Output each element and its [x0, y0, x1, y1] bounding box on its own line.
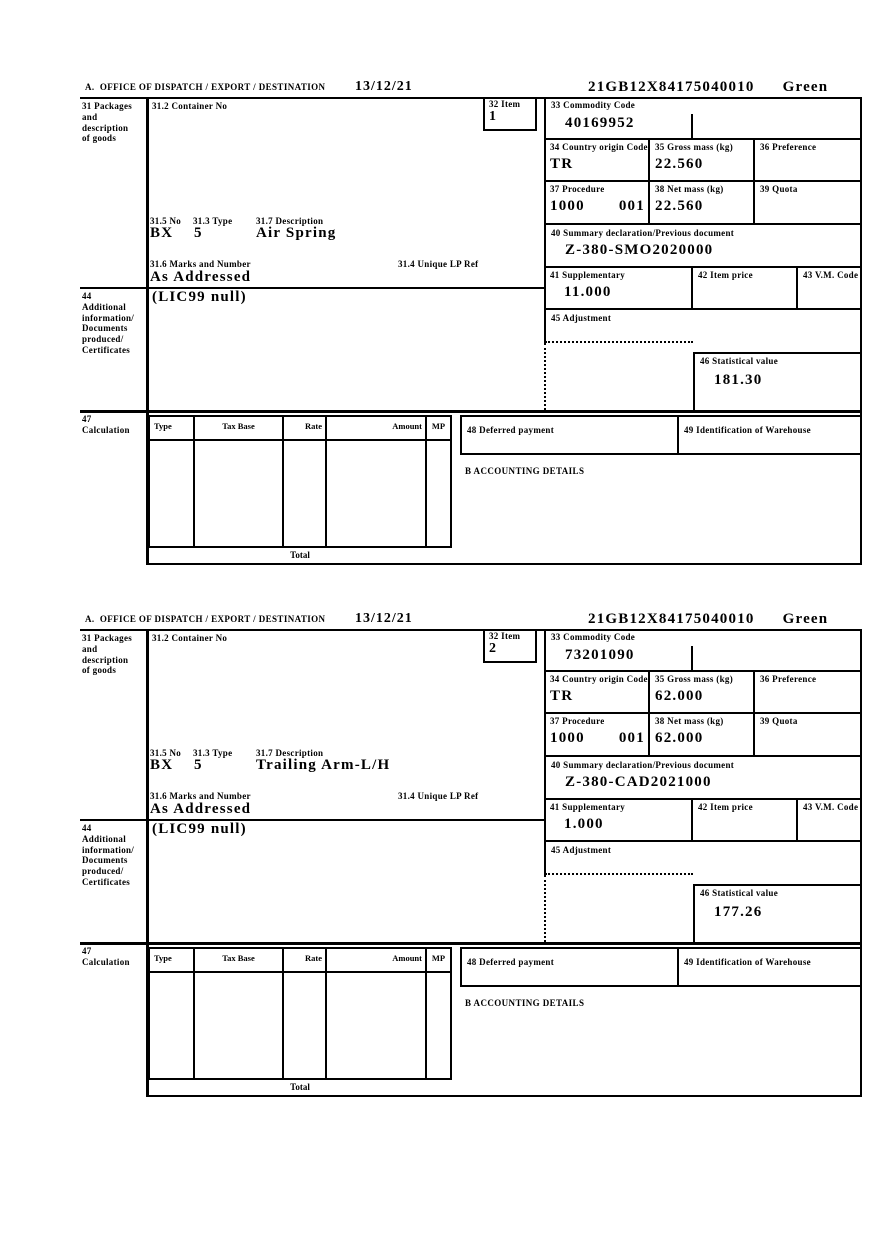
additional-information-value: (LIC99 null): [152, 821, 247, 837]
total-label: Total: [290, 550, 310, 560]
row-41-42-43: [545, 268, 860, 310]
box31-6-label: 31.6 Marks and Number: [150, 259, 251, 269]
procedure-value: [550, 731, 648, 747]
box42-label: 42 Item price: [698, 270, 753, 280]
box31-4-label: 31.4 Unique LP Ref: [398, 791, 479, 801]
box49-label: 49 Identification of Warehouse: [684, 957, 811, 967]
box42-item-price: [693, 800, 798, 840]
row-34-35-36: [545, 672, 860, 714]
cell-amount: [327, 973, 427, 1078]
commodity-code-value: 73201090: [565, 646, 635, 663]
box31-3-label: 31.3 Type: [193, 216, 233, 226]
box41-supplementary: [545, 800, 693, 840]
box42-label: 42 Item price: [698, 802, 753, 812]
box33-label: 33 Commodity Code: [551, 100, 636, 110]
cell-type: [150, 441, 195, 546]
row-48-49: [460, 947, 860, 987]
box44-label: 44 Additional information/ Documents produced/ Certificates: [82, 291, 135, 355]
row-37-38-39: [545, 714, 860, 757]
total-row: [148, 1080, 860, 1097]
procedure-code: 1000: [550, 729, 585, 746]
right-column: [545, 629, 860, 942]
box48-label: 48 Deferred payment: [467, 957, 555, 967]
cell-taxbase: [195, 973, 284, 1078]
box34-label: 34 Country origin Code: [550, 674, 648, 684]
office-of-dispatch-label: A. OFFICE OF DISPATCH / EXPORT / DESTINATION: [85, 614, 326, 624]
box47-label: 47 Calculation: [82, 414, 130, 435]
item-number-value: 2: [489, 640, 498, 656]
cell-mp: [427, 973, 450, 1078]
col-amount-header: Amount: [327, 417, 427, 439]
item-number-value: 1: [489, 108, 498, 124]
calc-table-body: [150, 973, 450, 1078]
box31-box44-divider: [80, 819, 545, 821]
right-border: [860, 97, 862, 565]
box47-calculation-table: [148, 415, 452, 548]
col-mp-header: MP: [431, 421, 446, 431]
cell-amount: [327, 441, 427, 546]
total-label: Total: [290, 1082, 310, 1092]
packages-no-value: BX: [150, 225, 174, 241]
box40-previous-document: [545, 757, 860, 800]
item-1-section: [80, 78, 864, 565]
net-mass-value: 22.560: [655, 197, 704, 214]
col-rate-header: Rate: [284, 949, 327, 971]
accounting-details-label: B ACCOUNTING DETAILS: [465, 998, 585, 1008]
box41-label: 41 Supplementary: [550, 270, 626, 280]
right-column: [545, 97, 860, 410]
box48-deferred-payment: [462, 949, 679, 985]
col-mp-header: MP: [431, 953, 446, 963]
box39-label: 39 Quota: [760, 184, 798, 194]
routing-indicator: Green: [782, 79, 829, 95]
box36-label: 36 Preference: [760, 674, 817, 684]
box37-procedure: [545, 714, 650, 755]
net-mass-value: 62.000: [655, 729, 704, 746]
calc-table-header: [150, 949, 450, 973]
box45-adjustment: [545, 310, 860, 343]
commodity-code-value: 40169952: [565, 114, 635, 131]
box46-statistical-value: [693, 352, 860, 410]
country-origin-value: TR: [550, 155, 574, 172]
supplementary-value: 11.000: [564, 283, 612, 300]
marks-value: As Addressed: [150, 801, 252, 817]
entry-number-value: 21GB12X84175040010: [588, 611, 755, 627]
box36-preference: [755, 672, 860, 712]
box36-label: 36 Preference: [760, 142, 817, 152]
office-of-dispatch-label: A. OFFICE OF DISPATCH / EXPORT / DESTINATION: [85, 82, 326, 92]
box31-6-label: 31.6 Marks and Number: [150, 791, 251, 801]
box39-quota: [755, 714, 860, 755]
box33-commodity-code: [545, 97, 860, 140]
box38-net-mass: [650, 714, 755, 755]
packages-no-value: BX: [150, 757, 174, 773]
box35-gross-mass: [650, 672, 755, 712]
box33-commodity-code: [545, 629, 860, 672]
box47-label: 47 Calculation: [82, 946, 130, 967]
box40-label: 40 Summary declaration/Previous document: [551, 228, 735, 238]
procedure-code: 1000: [550, 197, 585, 214]
box43-label: 43 V.M. Code: [803, 270, 859, 280]
box32-item: [483, 97, 537, 131]
box31-5-label: 31.5 No: [150, 216, 182, 226]
box44-label: 44 Additional information/ Documents produced/ Certificates: [82, 823, 135, 887]
box41-supplementary: [545, 268, 693, 308]
box43-vm-code: [798, 268, 860, 308]
calc-table-header: [150, 417, 450, 441]
box48-deferred-payment: [462, 417, 679, 453]
box31-2-label: 31.2 Container No: [152, 101, 228, 111]
box38-net-mass: [650, 182, 755, 223]
box32-item: [483, 629, 537, 663]
date-value: 13/12/21: [355, 79, 413, 94]
box39-quota: [755, 182, 860, 223]
additional-information-value: (LIC99 null): [152, 289, 247, 305]
box40-previous-document: [545, 225, 860, 268]
col-amount-header: Amount: [327, 949, 427, 971]
box31-7-label: 31.7 Description: [256, 748, 324, 758]
box31-4-label: 31.4 Unique LP Ref: [398, 259, 479, 269]
country-origin-value: TR: [550, 687, 574, 704]
commodity-code-separator: [691, 114, 693, 138]
row-34-35-36: [545, 140, 860, 182]
box45-label: 45 Adjustment: [551, 845, 612, 855]
box31-5-label: 31.5 No: [150, 748, 182, 758]
marks-value: As Addressed: [150, 269, 252, 285]
box43-vm-code: [798, 800, 860, 840]
box48-label: 48 Deferred payment: [467, 425, 555, 435]
box46-label: 46 Statistical value: [700, 888, 778, 898]
packages-type-value: 5: [194, 225, 203, 241]
cell-mp: [427, 441, 450, 546]
box34-country-origin: [545, 672, 650, 712]
row-41-42-43: [545, 800, 860, 842]
box45-label: 45 Adjustment: [551, 313, 612, 323]
box41-label: 41 Supplementary: [550, 802, 626, 812]
box49-warehouse: [679, 417, 860, 453]
box31-3-label: 31.3 Type: [193, 748, 233, 758]
box49-label: 49 Identification of Warehouse: [684, 425, 811, 435]
cell-type: [150, 973, 195, 1078]
col-taxbase-header: Tax Base: [195, 417, 284, 439]
col-type-header: Type: [150, 949, 195, 971]
box39-label: 39 Quota: [760, 716, 798, 726]
box37-label: 37 Procedure: [550, 184, 605, 194]
box46-statistical-value: [693, 884, 860, 942]
col-taxbase-header: Tax Base: [195, 949, 284, 971]
packages-type-value: 5: [194, 757, 203, 773]
box36-preference: [755, 140, 860, 180]
procedure-suffix: 001: [618, 729, 645, 746]
box33-label: 33 Commodity Code: [551, 632, 636, 642]
box31-label: 31 Packages and description of goods: [82, 633, 133, 676]
description-value: Air Spring: [256, 225, 337, 241]
cell-rate: [284, 973, 327, 1078]
supplementary-value: 1.000: [564, 815, 604, 832]
commodity-code-separator: [691, 646, 693, 670]
box49-warehouse: [679, 949, 860, 985]
box35-label: 35 Gross mass (kg): [655, 674, 733, 684]
cell-rate: [284, 441, 327, 546]
entry-number-value: 21GB12X84175040010: [588, 79, 755, 95]
statistical-value: 181.30: [714, 371, 763, 388]
box38-label: 38 Net mass (kg): [655, 716, 724, 726]
item-2-section: [80, 610, 864, 1097]
box31-2-label: 31.2 Container No: [152, 633, 228, 643]
cell-taxbase: [195, 441, 284, 546]
box34-country-origin: [545, 140, 650, 180]
row-37-38-39: [545, 182, 860, 225]
statistical-value: 177.26: [714, 903, 763, 920]
box35-gross-mass: [650, 140, 755, 180]
box34-label: 34 Country origin Code: [550, 142, 648, 152]
box37-procedure: [545, 182, 650, 223]
box46-zone: [545, 875, 860, 942]
accounting-details-label: B ACCOUNTING DETAILS: [465, 466, 585, 476]
box46-zone: [545, 343, 860, 410]
entry-reference: [588, 610, 828, 628]
box32-label: 32 Item: [489, 631, 521, 641]
box45-adjustment: [545, 842, 860, 875]
col-rate-header: Rate: [284, 417, 327, 439]
right-border: [860, 629, 862, 1097]
procedure-suffix: 001: [618, 197, 645, 214]
routing-indicator: Green: [782, 611, 829, 627]
box42-item-price: [693, 268, 798, 308]
gross-mass-value: 22.560: [655, 155, 704, 172]
box47-calculation-table: [148, 947, 452, 1080]
calc-table-body: [150, 441, 450, 546]
box44-box47-divider: [80, 410, 862, 413]
row-48-49: [460, 415, 860, 455]
gross-mass-value: 62.000: [655, 687, 704, 704]
entry-reference: [588, 78, 828, 96]
date-value: 13/12/21: [355, 611, 413, 626]
box40-label: 40 Summary declaration/Previous document: [551, 760, 735, 770]
box31-box44-divider: [80, 287, 545, 289]
previous-document-value: Z-380-CAD2021000: [565, 773, 712, 790]
box46-label: 46 Statistical value: [700, 356, 778, 366]
description-value: Trailing Arm-L/H: [256, 757, 391, 773]
box38-label: 38 Net mass (kg): [655, 184, 724, 194]
box31-7-label: 31.7 Description: [256, 216, 324, 226]
box35-label: 35 Gross mass (kg): [655, 142, 733, 152]
total-row: [148, 548, 860, 565]
previous-document-value: Z-380-SMO2020000: [565, 241, 714, 258]
col-type-header: Type: [150, 417, 195, 439]
box31-label: 31 Packages and description of goods: [82, 101, 133, 144]
box44-box47-divider: [80, 942, 862, 945]
procedure-value: [550, 199, 648, 215]
box32-label: 32 Item: [489, 99, 521, 109]
box43-label: 43 V.M. Code: [803, 802, 859, 812]
box37-label: 37 Procedure: [550, 716, 605, 726]
